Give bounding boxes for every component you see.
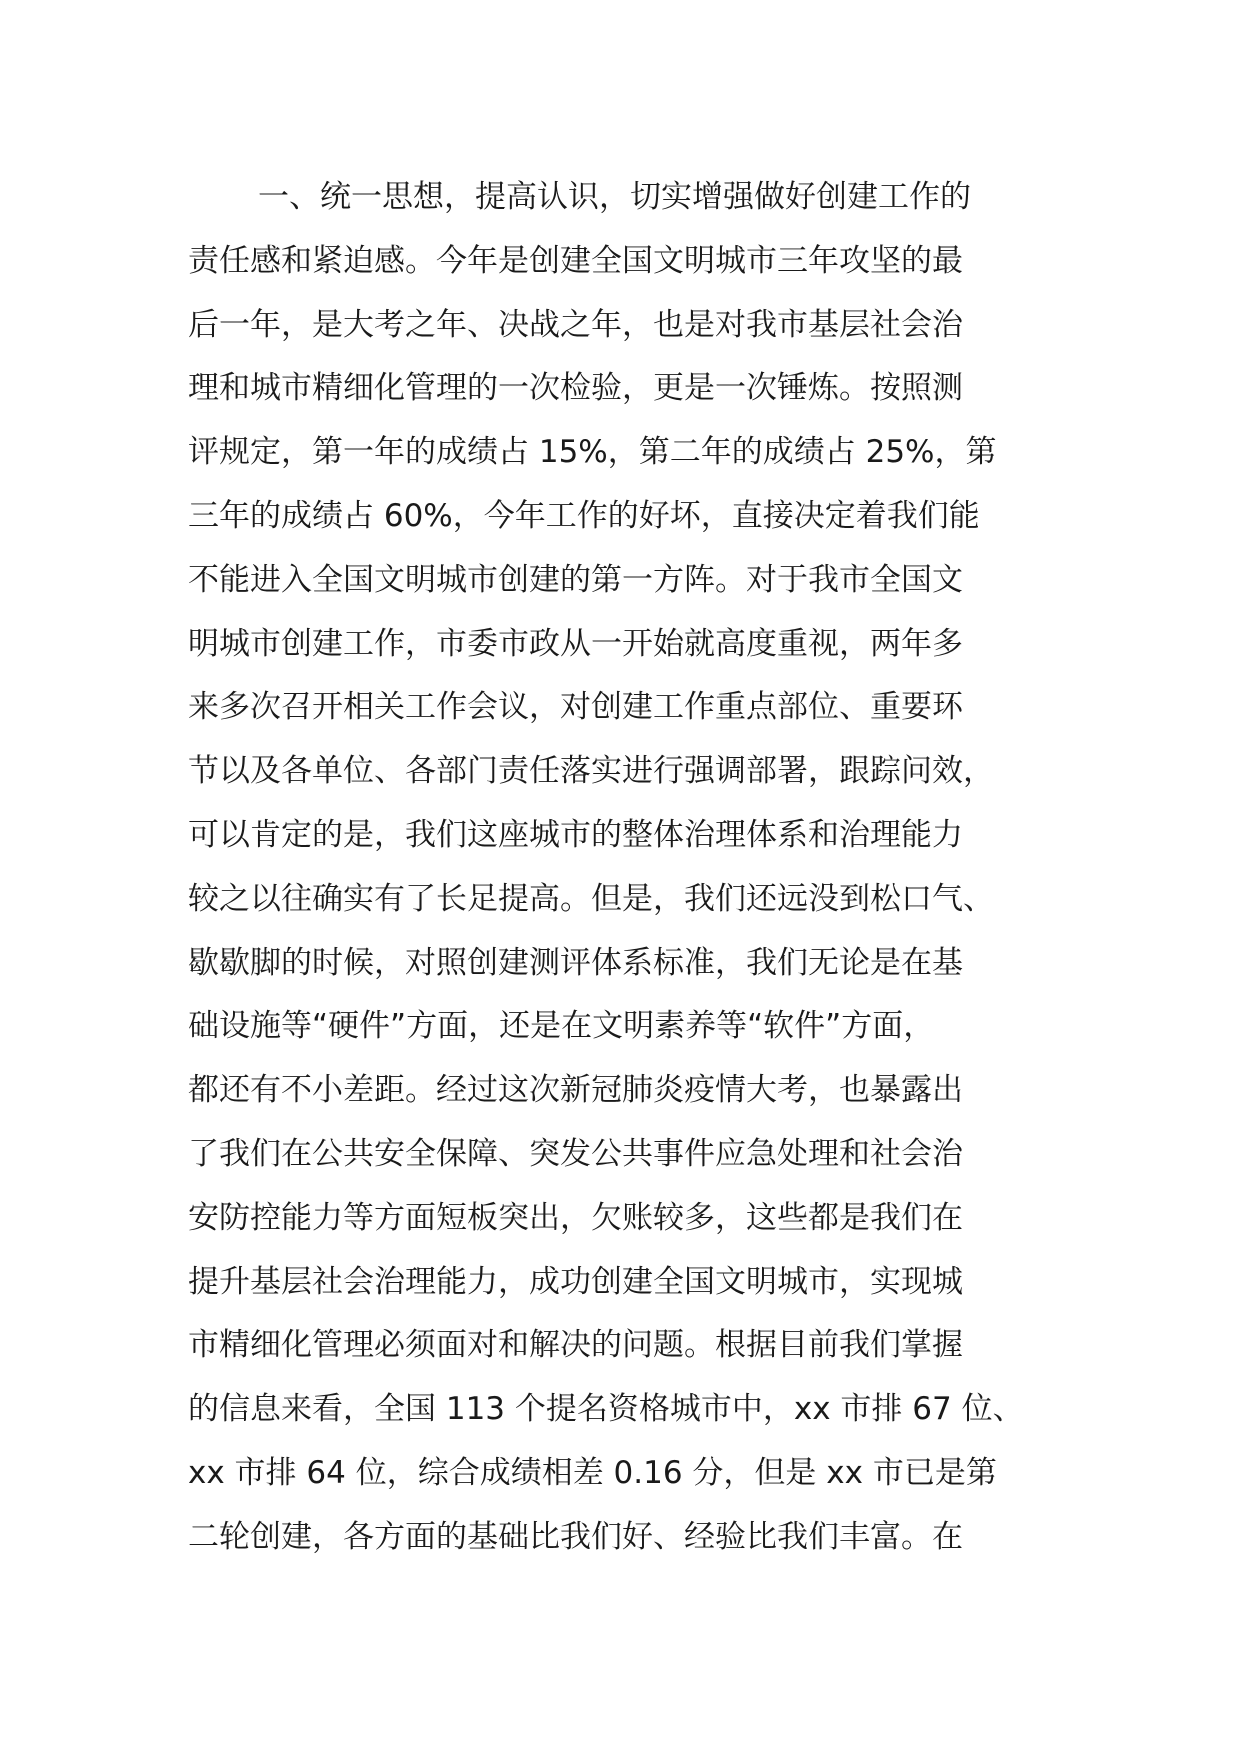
paragraph-line: 来多次召开相关工作会议，对创建工作重点部位、重要环 xyxy=(188,689,963,726)
body-paragraph xyxy=(188,166,1068,1570)
paragraph-line: 后一年，是大考之年、决战之年，也是对我市基层社会治 xyxy=(188,306,963,343)
paragraph-line: 较之以往确实有了长足提高。但是，我们还远没到松口气、 xyxy=(188,880,994,917)
paragraph-line: 歇歇脚的时候，对照创建测评体系标准，我们无论是在基 xyxy=(188,944,963,981)
paragraph-line: 不能进入全国文明城市创建的第一方阵。对于我市全国文 xyxy=(188,561,963,598)
paragraph-line: 安防控能力等方面短板突出，欠账较多，这些都是我们在 xyxy=(188,1199,963,1236)
paragraph-line: 的信息来看，全国 113 个提名资格城市中，xx 市排 67 位、 xyxy=(188,1391,1024,1428)
paragraph-line: 明城市创建工作，市委市政从一开始就高度重视，两年多 xyxy=(188,625,963,662)
paragraph-line: 市精细化管理必须面对和解决的问题。根据目前我们掌握 xyxy=(188,1327,963,1364)
paragraph-line: 理和城市精细化管理的一次检验，更是一次锤炼。按照测 xyxy=(188,370,963,407)
paragraph-line: 二轮创建，各方面的基础比我们好、经验比我们丰富。在 xyxy=(188,1518,963,1555)
paragraph-line: 责任感和紧迫感。今年是创建全国文明城市三年攻坚的最 xyxy=(188,242,963,279)
paragraph-line: 可以肯定的是，我们这座城市的整体治理体系和治理能力 xyxy=(188,816,963,853)
paragraph-line: xx 市排 64 位，综合成绩相差 0.16 分，但是 xx 市已是第 xyxy=(188,1454,997,1491)
paragraph-line: 节以及各单位、各部门责任落实进行强调部署，跟踪问效， xyxy=(188,753,994,790)
paragraph-line: 一、统一思想，提高认识，切实增强做好创建工作的 xyxy=(258,179,971,215)
paragraph-line: 三年的成绩占 60%，今年工作的好坏，直接决定着我们能 xyxy=(188,497,980,534)
paragraph-line: 提升基层社会治理能力，成功创建全国文明城市，实现城 xyxy=(188,1263,963,1300)
paragraph-line: 础设施等“硬件”方面，还是在文明素养等“软件”方面， xyxy=(188,1008,935,1045)
paragraph-line: 了我们在公共安全保障、突发公共事件应急处理和社会治 xyxy=(188,1135,963,1172)
paragraph-line: 评规定，第一年的成绩占 15%，第二年的成绩占 25%，第 xyxy=(188,434,997,471)
paragraph-line: 都还有不小差距。经过这次新冠肺炎疫情大考，也暴露出 xyxy=(188,1072,963,1109)
